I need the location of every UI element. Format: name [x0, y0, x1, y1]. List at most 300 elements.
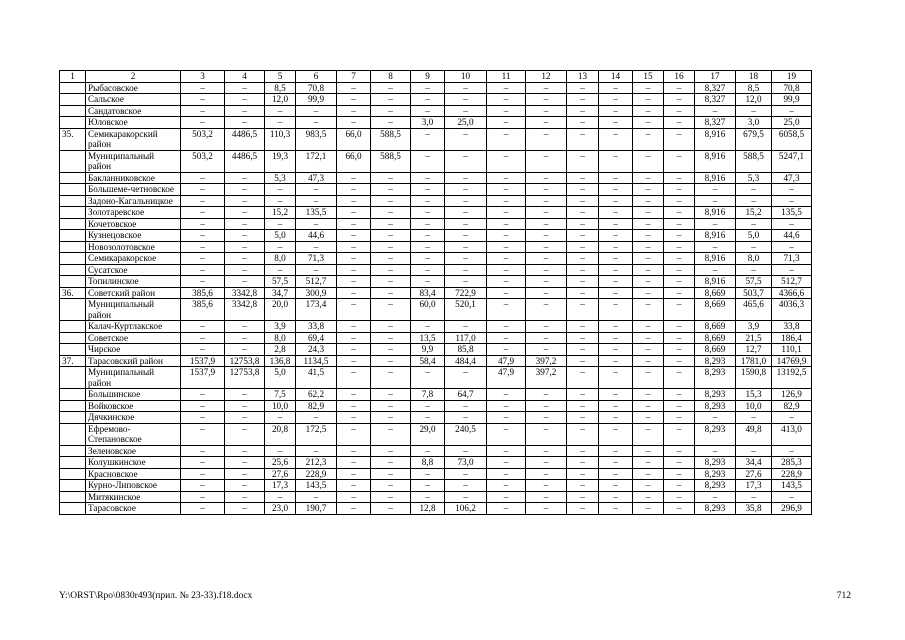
value-cell: –: [265, 241, 296, 253]
value-cell: 8,293: [695, 457, 736, 469]
value-cell: –: [736, 491, 772, 503]
value-cell: –: [337, 117, 371, 129]
value-cell: –: [225, 445, 265, 457]
value-cell: 12,0: [265, 94, 296, 106]
value-cell: 9,9: [411, 344, 445, 356]
value-cell: 49,8: [736, 423, 772, 445]
value-cell: –: [664, 230, 695, 242]
value-cell: –: [337, 389, 371, 401]
value-cell: –: [371, 253, 411, 265]
value-cell: –: [225, 105, 265, 117]
header-cell: 9: [411, 71, 445, 83]
value-cell: –: [487, 503, 526, 515]
value-cell: –: [337, 94, 371, 106]
value-cell: –: [567, 276, 599, 288]
value-cell: –: [225, 117, 265, 129]
value-cell: –: [567, 423, 599, 445]
value-cell: –: [337, 344, 371, 356]
value-cell: 82,9: [772, 400, 812, 412]
value-cell: –: [411, 82, 445, 94]
value-cell: –: [371, 287, 411, 299]
row-number-cell: 35.: [60, 128, 86, 150]
value-cell: –: [337, 299, 371, 321]
value-cell: –: [225, 94, 265, 106]
value-cell: –: [599, 287, 633, 299]
value-cell: –: [225, 172, 265, 184]
name-cell: Войковское: [86, 400, 181, 412]
value-cell: 110,1: [772, 344, 812, 356]
value-cell: –: [633, 195, 664, 207]
value-cell: 397,2: [526, 367, 567, 389]
row-number-cell: [60, 344, 86, 356]
value-cell: –: [633, 94, 664, 106]
value-cell: 4486,5: [225, 128, 265, 150]
value-cell: 212,3: [296, 457, 337, 469]
value-cell: –: [225, 195, 265, 207]
value-cell: –: [337, 423, 371, 445]
name-cell: Дячкинское: [86, 412, 181, 424]
value-cell: –: [411, 264, 445, 276]
value-cell: 1590,8: [736, 367, 772, 389]
value-cell: –: [181, 480, 225, 492]
value-cell: –: [411, 468, 445, 480]
value-cell: 12,0: [736, 94, 772, 106]
value-cell: 503,2: [181, 128, 225, 150]
value-cell: –: [487, 128, 526, 150]
value-cell: –: [664, 94, 695, 106]
name-cell: Калач-Куртлакское: [86, 321, 181, 333]
value-cell: –: [265, 412, 296, 424]
table-row: [60, 491, 812, 503]
name-cell: Семикаракорское: [86, 253, 181, 265]
value-cell: 126,9: [772, 389, 812, 401]
value-cell: –: [296, 117, 337, 129]
header-cell: 2: [86, 71, 181, 83]
header-cell: 5: [265, 71, 296, 83]
value-cell: –: [445, 321, 487, 333]
value-cell: –: [664, 299, 695, 321]
value-cell: –: [633, 299, 664, 321]
value-cell: –: [664, 400, 695, 412]
row-number-cell: [60, 389, 86, 401]
value-cell: 44,6: [772, 230, 812, 242]
value-cell: 8,916: [695, 150, 736, 172]
value-cell: –: [633, 468, 664, 480]
value-cell: –: [526, 480, 567, 492]
name-cell: Задоно-Кагальницкое: [86, 195, 181, 207]
row-number-cell: [60, 445, 86, 457]
value-cell: 512,7: [296, 276, 337, 288]
value-cell: –: [772, 445, 812, 457]
row-number-cell: [60, 491, 86, 503]
value-cell: –: [526, 321, 567, 333]
value-cell: 25,0: [445, 117, 487, 129]
value-cell: –: [371, 480, 411, 492]
table-row: [60, 276, 812, 288]
value-cell: 23,0: [265, 503, 296, 515]
value-cell: 20,8: [265, 423, 296, 445]
value-cell: –: [567, 468, 599, 480]
value-cell: 1781,0: [736, 355, 772, 367]
value-cell: –: [371, 299, 411, 321]
value-cell: –: [633, 276, 664, 288]
value-cell: –: [181, 184, 225, 196]
value-cell: –: [526, 207, 567, 219]
row-number-cell: [60, 480, 86, 492]
value-cell: –: [296, 491, 337, 503]
value-cell: 465,6: [736, 299, 772, 321]
value-cell: –: [567, 503, 599, 515]
value-cell: 13192,5: [772, 367, 812, 389]
value-cell: 385,6: [181, 299, 225, 321]
row-number-cell: [60, 218, 86, 230]
value-cell: 8,293: [695, 423, 736, 445]
value-cell: 27,6: [265, 468, 296, 480]
value-cell: –: [567, 264, 599, 276]
value-cell: –: [664, 276, 695, 288]
value-cell: 136,8: [265, 355, 296, 367]
value-cell: –: [772, 241, 812, 253]
value-cell: 15,2: [736, 207, 772, 219]
value-cell: –: [567, 332, 599, 344]
value-cell: –: [633, 412, 664, 424]
value-cell: –: [296, 264, 337, 276]
value-cell: 7,8: [411, 389, 445, 401]
value-cell: –: [411, 207, 445, 219]
name-cell: Чирское: [86, 344, 181, 356]
value-cell: –: [599, 412, 633, 424]
value-cell: –: [337, 230, 371, 242]
table-row: [60, 468, 812, 480]
name-cell: Большинское: [86, 389, 181, 401]
value-cell: –: [526, 105, 567, 117]
value-cell: –: [371, 321, 411, 333]
value-cell: 3,0: [736, 117, 772, 129]
value-cell: –: [181, 218, 225, 230]
value-cell: 25,6: [265, 457, 296, 469]
value-cell: –: [225, 503, 265, 515]
value-cell: –: [265, 218, 296, 230]
table-row: [60, 207, 812, 219]
value-cell: 24,3: [296, 344, 337, 356]
row-number-cell: 37.: [60, 355, 86, 367]
value-cell: –: [567, 253, 599, 265]
value-cell: –: [567, 299, 599, 321]
value-cell: –: [181, 412, 225, 424]
value-cell: –: [371, 207, 411, 219]
value-cell: –: [487, 253, 526, 265]
value-cell: 8,916: [695, 253, 736, 265]
value-cell: –: [411, 241, 445, 253]
value-cell: 285,3: [772, 457, 812, 469]
value-cell: –: [445, 400, 487, 412]
table-row: [60, 445, 812, 457]
value-cell: 6058,5: [772, 128, 812, 150]
value-cell: –: [371, 82, 411, 94]
name-cell: Сусатское: [86, 264, 181, 276]
value-cell: –: [633, 105, 664, 117]
value-cell: –: [664, 423, 695, 445]
value-cell: 15,2: [265, 207, 296, 219]
value-cell: 8,669: [695, 332, 736, 344]
value-cell: –: [736, 195, 772, 207]
value-cell: 172,5: [296, 423, 337, 445]
value-cell: –: [664, 491, 695, 503]
value-cell: –: [526, 389, 567, 401]
value-cell: –: [772, 412, 812, 424]
value-cell: –: [487, 321, 526, 333]
value-cell: –: [526, 332, 567, 344]
value-cell: –: [526, 253, 567, 265]
value-cell: –: [599, 389, 633, 401]
value-cell: –: [599, 480, 633, 492]
name-cell: Муниципальный район: [86, 367, 181, 389]
value-cell: –: [599, 230, 633, 242]
value-cell: –: [567, 344, 599, 356]
value-cell: –: [567, 82, 599, 94]
value-cell: –: [567, 389, 599, 401]
value-cell: –: [633, 287, 664, 299]
value-cell: –: [445, 94, 487, 106]
value-cell: 57,5: [265, 276, 296, 288]
value-cell: –: [664, 241, 695, 253]
value-cell: –: [371, 503, 411, 515]
table-row: [60, 94, 812, 106]
value-cell: –: [337, 105, 371, 117]
header-cell: 6: [296, 71, 337, 83]
name-cell: Бакланниковское: [86, 172, 181, 184]
table-row: [60, 457, 812, 469]
name-cell: Колушкинское: [86, 457, 181, 469]
value-cell: –: [599, 423, 633, 445]
name-cell: Советское: [86, 332, 181, 344]
value-cell: –: [337, 195, 371, 207]
name-cell: Кузнецовское: [86, 230, 181, 242]
value-cell: 190,7: [296, 503, 337, 515]
row-number-cell: [60, 82, 86, 94]
value-cell: 66,0: [337, 150, 371, 172]
value-cell: –: [633, 400, 664, 412]
value-cell: –: [337, 264, 371, 276]
value-cell: –: [695, 184, 736, 196]
value-cell: –: [445, 105, 487, 117]
value-cell: –: [487, 82, 526, 94]
value-cell: –: [633, 367, 664, 389]
value-cell: –: [633, 344, 664, 356]
value-cell: –: [181, 82, 225, 94]
value-cell: –: [664, 184, 695, 196]
value-cell: –: [695, 491, 736, 503]
value-cell: –: [337, 355, 371, 367]
value-cell: –: [181, 264, 225, 276]
header-cell: 3: [181, 71, 225, 83]
row-number-cell: [60, 264, 86, 276]
value-cell: –: [181, 491, 225, 503]
value-cell: –: [633, 389, 664, 401]
value-cell: –: [225, 230, 265, 242]
value-cell: –: [736, 412, 772, 424]
name-cell: Тарасовский район: [86, 355, 181, 367]
value-cell: –: [445, 367, 487, 389]
value-cell: –: [337, 491, 371, 503]
value-cell: –: [633, 321, 664, 333]
value-cell: –: [567, 218, 599, 230]
value-cell: –: [695, 105, 736, 117]
value-cell: 57,5: [736, 276, 772, 288]
value-cell: 173,4: [296, 299, 337, 321]
value-cell: 8,8: [411, 457, 445, 469]
value-cell: –: [337, 184, 371, 196]
value-cell: –: [567, 105, 599, 117]
value-cell: –: [633, 241, 664, 253]
value-cell: –: [599, 195, 633, 207]
header-cell: 8: [371, 71, 411, 83]
value-cell: –: [487, 105, 526, 117]
header-cell: 4: [225, 71, 265, 83]
value-cell: 47,9: [487, 367, 526, 389]
value-cell: 8,327: [695, 82, 736, 94]
value-cell: –: [487, 94, 526, 106]
value-cell: –: [296, 184, 337, 196]
value-cell: –: [633, 184, 664, 196]
value-cell: –: [633, 230, 664, 242]
value-cell: 135,5: [296, 207, 337, 219]
value-cell: –: [664, 344, 695, 356]
value-cell: –: [487, 468, 526, 480]
value-cell: 503,2: [181, 150, 225, 172]
value-cell: –: [599, 276, 633, 288]
value-cell: –: [181, 389, 225, 401]
value-cell: –: [181, 457, 225, 469]
value-cell: –: [487, 241, 526, 253]
value-cell: –: [599, 491, 633, 503]
name-cell: Муниципальный район: [86, 150, 181, 172]
value-cell: –: [599, 184, 633, 196]
value-cell: –: [337, 172, 371, 184]
value-cell: –: [371, 400, 411, 412]
value-cell: 58,4: [411, 355, 445, 367]
value-cell: –: [599, 172, 633, 184]
value-cell: –: [664, 195, 695, 207]
value-cell: 73,0: [445, 457, 487, 469]
value-cell: –: [181, 230, 225, 242]
value-cell: 10,0: [265, 400, 296, 412]
value-cell: –: [567, 480, 599, 492]
value-cell: 62,2: [296, 389, 337, 401]
value-cell: –: [487, 299, 526, 321]
value-cell: 17,3: [736, 480, 772, 492]
value-cell: –: [599, 117, 633, 129]
value-cell: 19,3: [265, 150, 296, 172]
value-cell: –: [526, 423, 567, 445]
value-cell: –: [664, 457, 695, 469]
value-cell: –: [337, 503, 371, 515]
value-cell: –: [664, 468, 695, 480]
value-cell: –: [411, 195, 445, 207]
value-cell: –: [526, 94, 567, 106]
value-cell: 413,0: [772, 423, 812, 445]
value-cell: 33,8: [772, 321, 812, 333]
value-cell: –: [265, 445, 296, 457]
value-cell: –: [487, 195, 526, 207]
value-cell: –: [411, 276, 445, 288]
name-cell: Советский район: [86, 287, 181, 299]
value-cell: –: [296, 105, 337, 117]
value-cell: –: [445, 218, 487, 230]
value-cell: –: [664, 172, 695, 184]
name-cell: Сандатовское: [86, 105, 181, 117]
value-cell: –: [695, 218, 736, 230]
value-cell: –: [445, 264, 487, 276]
value-cell: 5,0: [265, 367, 296, 389]
value-cell: 228,9: [772, 468, 812, 480]
name-cell: Юловское: [86, 117, 181, 129]
value-cell: 8,327: [695, 94, 736, 106]
value-cell: 296,9: [772, 503, 812, 515]
value-cell: 8,293: [695, 389, 736, 401]
value-cell: –: [599, 321, 633, 333]
value-cell: –: [772, 105, 812, 117]
name-cell: Красновское: [86, 468, 181, 480]
value-cell: –: [371, 230, 411, 242]
value-cell: –: [487, 264, 526, 276]
value-cell: –: [664, 332, 695, 344]
value-cell: –: [487, 445, 526, 457]
table-row: [60, 184, 812, 196]
table-row: [60, 321, 812, 333]
value-cell: 8,669: [695, 287, 736, 299]
value-cell: –: [487, 332, 526, 344]
value-cell: –: [633, 264, 664, 276]
value-cell: 34,7: [265, 287, 296, 299]
value-cell: –: [225, 468, 265, 480]
value-cell: –: [567, 117, 599, 129]
value-cell: –: [371, 445, 411, 457]
value-cell: –: [567, 321, 599, 333]
value-cell: –: [487, 150, 526, 172]
value-cell: –: [526, 82, 567, 94]
row-number-cell: [60, 299, 86, 321]
row-number-cell: [60, 117, 86, 129]
value-cell: –: [567, 367, 599, 389]
value-cell: –: [664, 117, 695, 129]
table-row: [60, 423, 812, 445]
value-cell: –: [371, 117, 411, 129]
name-cell: Митякинское: [86, 491, 181, 503]
value-cell: –: [445, 241, 487, 253]
value-cell: –: [664, 321, 695, 333]
value-cell: –: [599, 207, 633, 219]
value-cell: –: [487, 230, 526, 242]
table-row: [60, 172, 812, 184]
value-cell: –: [337, 253, 371, 265]
value-cell: 5,3: [265, 172, 296, 184]
value-cell: –: [181, 253, 225, 265]
value-cell: –: [296, 195, 337, 207]
value-cell: –: [225, 480, 265, 492]
value-cell: –: [337, 287, 371, 299]
value-cell: –: [371, 195, 411, 207]
name-cell: Золотаревское: [86, 207, 181, 219]
value-cell: –: [599, 299, 633, 321]
value-cell: 186,4: [772, 332, 812, 344]
value-cell: –: [181, 105, 225, 117]
value-cell: –: [664, 445, 695, 457]
value-cell: 20,0: [265, 299, 296, 321]
value-cell: –: [567, 230, 599, 242]
table-row: [60, 82, 812, 94]
value-cell: –: [181, 445, 225, 457]
